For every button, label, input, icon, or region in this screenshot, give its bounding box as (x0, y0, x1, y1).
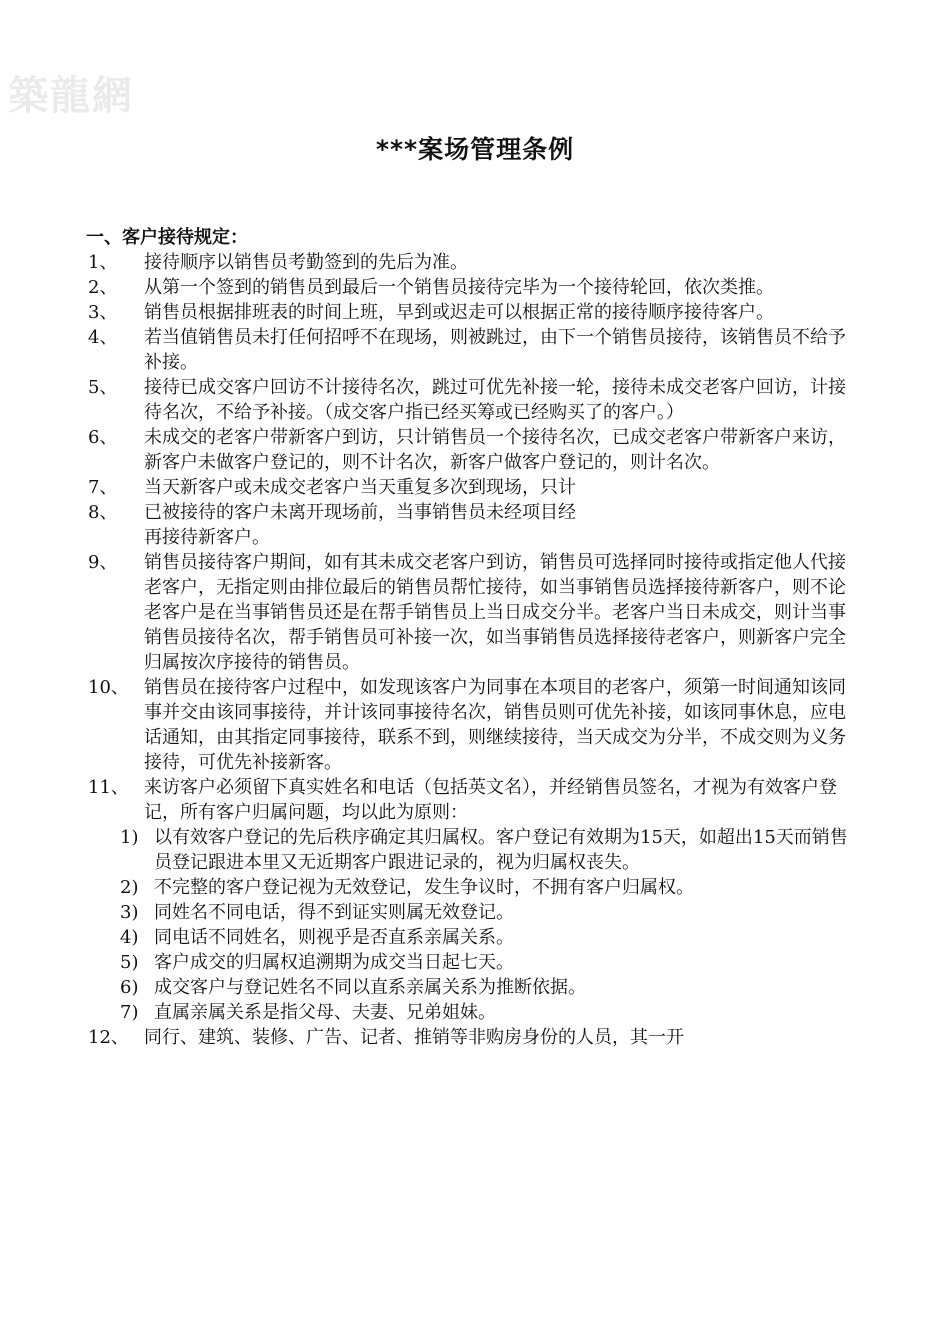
item-text: 未成交的老客户带新客户到访，只计销售员一个接待名次，已成交老客户带新客户来访，新客户未做客户登记的，则不计名次，新客户做客户登记的，则计名次。 (144, 427, 846, 473)
sub-item-text: 客户成交的归属权追溯期为成交当日起七天。 (154, 952, 514, 973)
item-text: 来访客户必须留下真实姓名和电话（包括英文名），并经销售员签名，才视为有效客户登记，所有客户归属问题，均以此为原则： (144, 777, 837, 823)
item-number: 7、 (88, 477, 118, 498)
item-number: 8、 (88, 502, 118, 523)
sub-item-text: 同电话不同姓名，则视乎是否直系亲属关系。 (154, 927, 514, 948)
item-text: 同行、建筑、装修、广告、记者、推销等非购房身份的人员，其一开 (144, 1027, 684, 1048)
sub-item-number: 6) (120, 977, 139, 998)
list-item (88, 275, 848, 300)
list-item (88, 1025, 848, 1050)
section-heading: 一、客户接待规定： (86, 227, 248, 248)
sub-item-number: 7) (120, 1002, 139, 1023)
item-number: 1、 (88, 252, 118, 273)
sub-list-item (88, 1000, 848, 1025)
item-text: 接待已成交客户回访不计接待名次，跳过可优先补接一轮，接待未成交老客户回访，计接待名次，不给予补接。（成交客户指已经买筹或已经购买了的客户。） (144, 377, 846, 423)
sub-item-text: 直属亲属关系是指父母、夫妻、兄弟姐妹。 (154, 1002, 496, 1023)
list-item (88, 325, 848, 375)
list-item (88, 675, 848, 775)
item-text: 已被接待的客户未离开现场前，当事销售员未经项目经 (144, 502, 576, 523)
sub-list-item (88, 950, 848, 975)
sub-item-text: 不完整的客户登记视为无效登记，发生争议时，不拥有客户归属权。 (154, 877, 694, 898)
sub-list-item (88, 825, 848, 875)
item-number: 10、 (88, 677, 129, 698)
sub-list-item (88, 900, 848, 925)
list-item (88, 475, 848, 500)
item-text: 当天新客户或未成交老客户当天重复多次到现场，只计 (144, 477, 576, 498)
sub-item-number: 1) (120, 827, 139, 848)
document-title: ***案场管理条例 (375, 135, 575, 164)
list-item (88, 250, 848, 275)
item-number: 9、 (88, 552, 118, 573)
sub-list-item (88, 975, 848, 1000)
item-number: 12、 (88, 1027, 129, 1048)
list-item (88, 300, 848, 325)
sub-item-text: 成交客户与登记姓名不同以直系亲属关系为推断依据。 (154, 977, 586, 998)
item-number: 5、 (88, 377, 118, 398)
item-text-continued: 再接待新客户。 (144, 527, 270, 548)
sub-list-item (88, 875, 848, 900)
list-item (88, 500, 848, 550)
item-number: 11、 (88, 777, 129, 798)
watermark-logo: 築龍網 (8, 72, 134, 119)
item-text: 从第一个签到的销售员到最后一个销售员接待完毕为一个接待轮回，依次类推。 (144, 277, 774, 298)
sub-item-number: 2) (120, 877, 139, 898)
list-item (88, 425, 848, 475)
list-item (88, 375, 848, 425)
sub-item-text: 以有效客户登记的先后秩序确定其归属权。客户登记有效期为15天，如超出15天而销售员登记跟进本里又无近期客户跟进记录的，视为归属权丧失。 (154, 827, 848, 873)
item-text: 销售员接待客户期间，如有其未成交老客户到访，销售员可选择同时接待或指定他人代接老客户，无指定则由排位最后的销售员帮忙接待，如当事销售员选择接待新客户，则不论老客户是在当事销售员还是在帮手销售员上当日成交分半。老客户当日未成交，则计当事销售员接待名次，帮手销售员可补接一次，如当事销售员选择接待老客户，则新客户完全归属按次序接待的销售员。 (144, 552, 846, 673)
item-number: 3、 (88, 302, 118, 323)
item-number: 6、 (88, 427, 118, 448)
document-body (88, 225, 848, 1050)
item-text: 销售员根据排班表的时间上班，早到或迟走可以根据正常的接待顺序接待客户。 (144, 302, 774, 323)
sub-list-item (88, 925, 848, 950)
item-text: 若当值销售员未打任何招呼不在现场，则被跳过，由下一个销售员接待，该销售员不给予补接。 (144, 327, 846, 373)
sub-item-number: 3) (120, 902, 139, 923)
item-text: 接待顺序以销售员考勤签到的先后为准。 (144, 252, 468, 273)
list-item (88, 775, 848, 825)
list-item (88, 550, 848, 675)
item-number: 2、 (88, 277, 118, 298)
item-number: 4、 (88, 327, 118, 348)
item-text: 销售员在接待客户过程中，如发现该客户为同事在本项目的老客户，须第一时间通知该同事并交由该同事接待，并计该同事接待名次，销售员则可优先补接，如该同事休息，应电话通知，由其指定同事接待，联系不到，则继续接待，当天成交为分半，不成交则为义务接待，可优先补接新客。 (144, 677, 846, 773)
sub-item-text: 同姓名不同电话，得不到证实则属无效登记。 (154, 902, 514, 923)
sub-item-number: 4) (120, 927, 139, 948)
sub-item-number: 5) (120, 952, 139, 973)
